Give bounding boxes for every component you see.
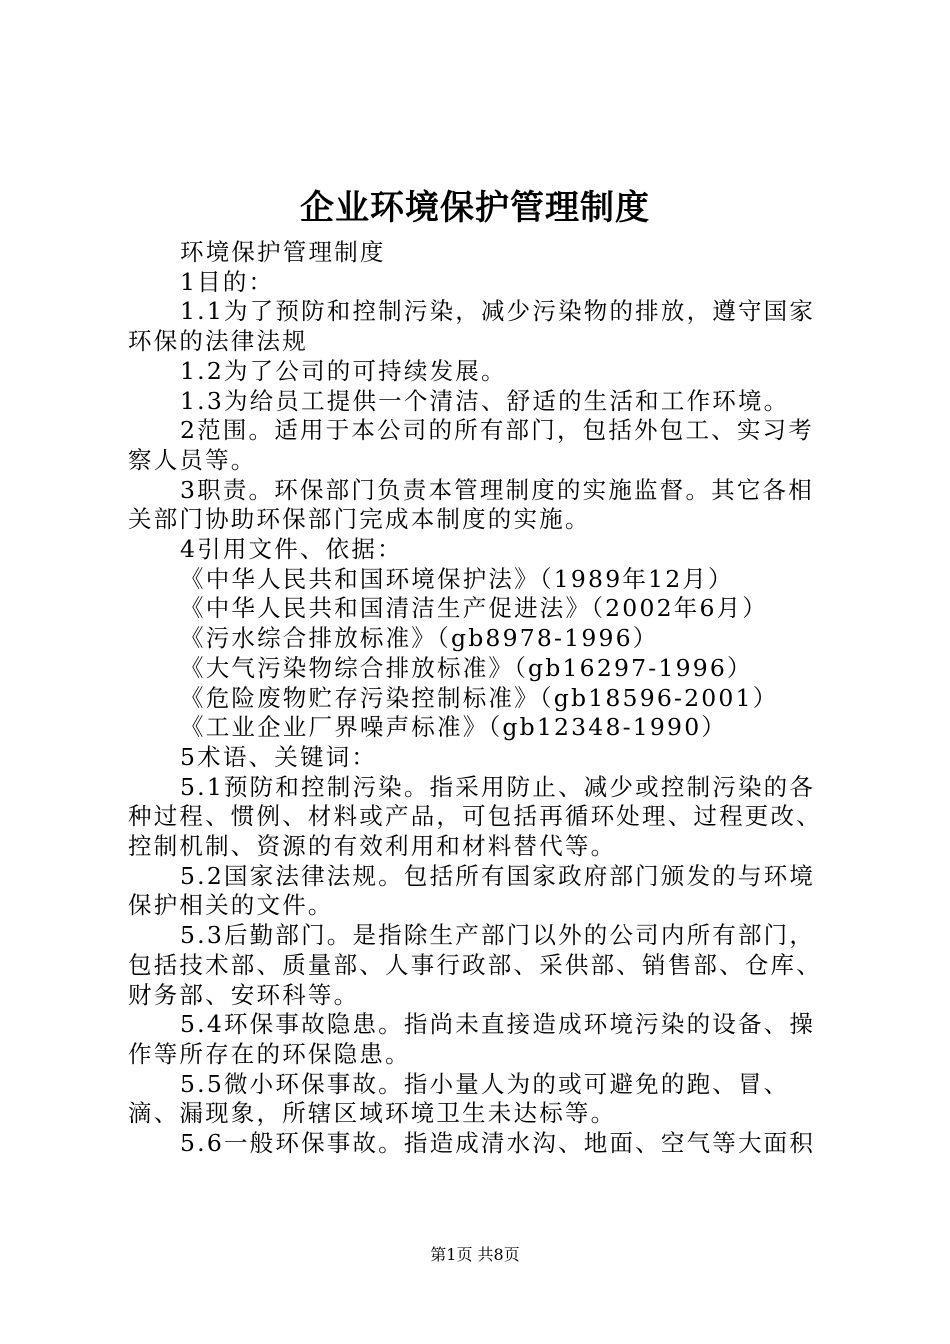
paragraph: 3职责。环保部门负责本管理制度的实施监督。其它各相关部门协助环保部门完成本制度的实施。 <box>128 475 814 534</box>
paragraph: 5.1预防和控制污染。指采用防止、减少或控制污染的各种过程、惯例、材料或产品，可包括再循环处理、过程更改、控制机制、资源的有效利用和材料替代等。 <box>128 772 822 861</box>
paragraph: 5.6一般环保事故。指造成清水沟、地面、空气等大面积 <box>180 1129 816 1158</box>
reference-item: 《污水综合排放标准》（gb8978-1996） <box>180 624 659 653</box>
reference-item: 《工业企业厂界噪声标准》（gb12348-1990） <box>180 713 728 742</box>
paragraph: 1目的： <box>180 267 275 296</box>
document-title: 企业环境保护管理制度 <box>300 188 650 228</box>
paragraph: 1.2为了公司的可持续发展。 <box>180 356 507 385</box>
paragraph: 1.1为了预防和控制污染，减少污染物的排放，遵守国家环保的法律法规 <box>128 297 816 356</box>
paragraph: 1.3为给员工提供一个清洁、舒适的生活和工作环境。 <box>180 386 790 415</box>
paragraph: 5.4环保事故隐患。指尚未直接造成环境污染的设备、操作等所存在的环保隐患。 <box>128 1010 816 1068</box>
reference-item: 《大气污染物综合排放标准》（gb16297-1996） <box>180 653 753 682</box>
page-footer: 第1页 共8页 <box>430 1245 520 1264</box>
paragraph: 4引用文件、依据： <box>180 535 403 564</box>
paragraph: 5.3后勤部门。是指除生产部门以外的公司内所有部门，包括技术部、质量部、人事行政部、采供部、销售部、仓库、财务部、安环科等。 <box>128 921 822 1009</box>
paragraph: 5术语、关键词： <box>180 742 378 771</box>
paragraph: 5.5微小环保事故。指小量人为的或可避免的跑、冒、滴、漏现象，所辖区域环境卫生未达标等。 <box>128 1069 790 1128</box>
document-body <box>128 238 838 1159</box>
reference-item: 《中华人民共和国清洁生产促进法》（2002年6月） <box>180 594 769 623</box>
paragraph: 2范围。适用于本公司的所有部门，包括外包工、实习考察人员等。 <box>128 416 814 474</box>
reference-item: 《危险废物贮存污染控制标准》（gb18596-2001） <box>180 683 779 712</box>
paragraph: 5.2国家法律法规。包括所有国家政府部门颁发的与环境保护相关的文件。 <box>128 861 816 920</box>
reference-item: 《中华人民共和国环境保护法》（1989年12月） <box>180 564 734 593</box>
paragraph: 环境保护管理制度 <box>180 238 386 266</box>
